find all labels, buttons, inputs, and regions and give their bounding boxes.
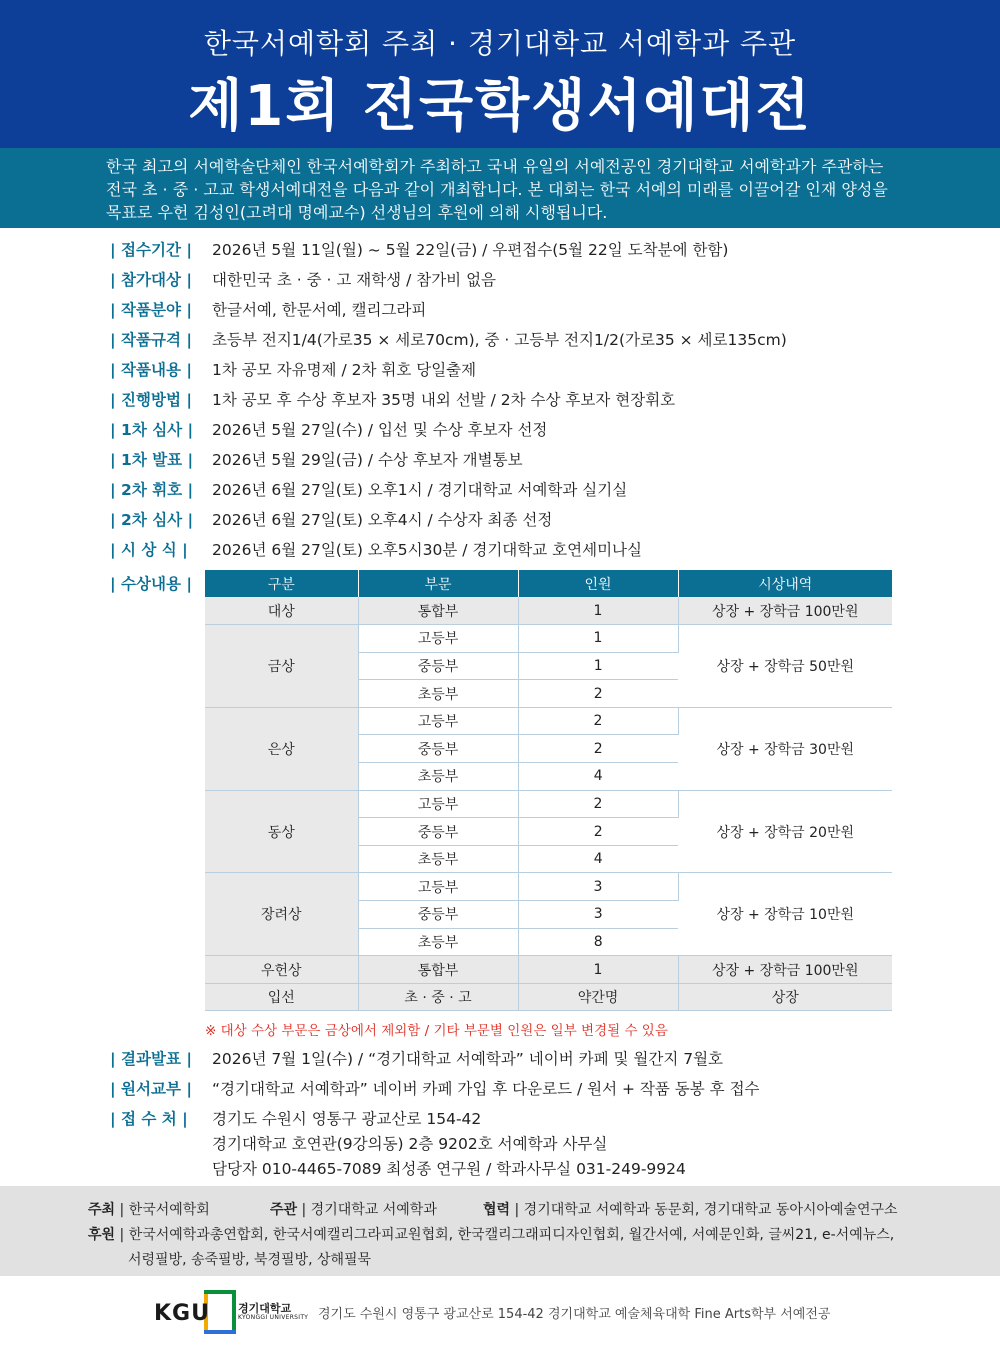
footer-address: 경기도 수원시 영통구 광교산로 154-42 경기대학교 예술체육대학 Fine Arts학부 서예전공	[318, 1307, 831, 1322]
info-label: | 1차 심사 |	[110, 421, 194, 439]
count-cell: 1	[518, 956, 678, 984]
grade-cell: 입선	[205, 983, 358, 1011]
info-row	[0, 474, 1000, 504]
intro-line: 목표로 우헌 김성인(고려대 명예교수) 선생님의 후원에 의해 시행됩니다.	[106, 203, 608, 222]
grade-cell: 금상	[205, 625, 358, 708]
address-line: 경기대학교 호연관(9강의동) 2층 9202호 서예학과 사무실	[212, 1135, 608, 1153]
table-row	[205, 790, 892, 818]
info-row	[0, 414, 1000, 444]
info-value: “경기대학교 서예학과” 네이버 카페 가입 후 다운로드 / 원서 + 작품 동봉 후 접수	[212, 1080, 760, 1098]
count-cell: 2	[518, 680, 678, 708]
cooperation-label: 협력	[483, 1202, 511, 1218]
awards-label: | 수상내용 |	[110, 575, 193, 593]
table-row	[205, 707, 892, 735]
intro-line: 한국 최고의 서예학술단체인 한국서예학회가 주최하고 국내 유일의 서예전공인 경기대학교 서예학과가 주관하는	[106, 157, 884, 176]
division-cell: 초등부	[358, 845, 518, 873]
table-row	[205, 625, 892, 653]
column-header: 시상내역	[678, 570, 892, 597]
kgu-logo-text: KGU	[154, 1301, 210, 1326]
info-row	[0, 1103, 1000, 1133]
host-text: | 한국서예학회	[119, 1202, 210, 1218]
division-cell: 고등부	[358, 707, 518, 735]
info-value: 한글서예, 한문서예, 캘리그라피	[212, 301, 427, 319]
host-label: 주최	[88, 1202, 116, 1218]
division-cell: 중등부	[358, 735, 518, 763]
info-value: 1차 공모 자유명제 / 2차 휘호 당일출제	[212, 361, 477, 379]
table-row	[205, 597, 892, 625]
count-cell: 2	[518, 790, 678, 818]
division-cell: 중등부	[358, 818, 518, 846]
info-value: 초등부 전지1/4(가로35 × 세로70cm), 중 · 고등부 전지1/2(가로35 × 세로135cm)	[212, 331, 787, 349]
info-label: | 원서교부 |	[110, 1080, 193, 1098]
info-label: | 2차 휘호 |	[110, 481, 194, 499]
organizer-text: | 경기대학교 서예학과	[301, 1202, 437, 1218]
info-label: | 작품분야 |	[110, 301, 193, 319]
prize-cell: 상장 + 장학금 20만원	[678, 790, 892, 873]
info-value: 1차 공모 후 수상 후보자 35명 내외 선발 / 2차 수상 후보자 현장휘호	[212, 391, 676, 409]
organizer-row	[270, 1199, 437, 1219]
division-cell: 초 · 중 · 고	[358, 983, 518, 1011]
university-name-english: KYONGGI UNIVERSITY	[238, 1314, 309, 1321]
count-cell: 2	[518, 735, 678, 763]
host-row	[88, 1199, 210, 1219]
address-line: 담당자 010-4465-7089 최성종 연구원 / 학과사무실 031-249-9924	[212, 1160, 686, 1178]
info-value: 대한민국 초 · 중 · 고 재학생 / 참가비 없음	[212, 271, 497, 289]
support-text: | 한국서예학과총연합회, 한국서예캘리그라피교원협회, 한국캘리그래피디자인협회, 월간서예, 서예문인화, 글씨21, e-서예뉴스,	[119, 1227, 895, 1243]
info-row	[0, 294, 1000, 324]
awards-note: ※ 대상 수상 부문은 금상에서 제외함 / 기타 부문별 인원은 일부 변경될 수 있음	[205, 1023, 668, 1039]
info-label: | 2차 심사 |	[110, 511, 194, 529]
support-row	[88, 1224, 894, 1244]
count-cell: 4	[518, 763, 678, 791]
division-cell: 통합부	[358, 597, 518, 625]
info-value: 2026년 6월 27일(토) 오후1시 / 경기대학교 서예학과 실기실	[212, 481, 628, 499]
prize-cell: 상장	[678, 983, 892, 1011]
prize-cell: 상장 + 장학금 30만원	[678, 707, 892, 790]
sponsor-band	[0, 1186, 1000, 1276]
count-cell: 2	[518, 707, 678, 735]
address-line: 경기도 수원시 영통구 광교산로 154-42	[212, 1110, 482, 1128]
cooperation-row	[483, 1199, 898, 1219]
page-subtitle: 한국서예학회 주최 · 경기대학교 서예학과 주관	[203, 27, 797, 60]
info-label: | 접수기간 |	[110, 241, 193, 259]
info-row	[0, 324, 1000, 354]
info-row	[0, 264, 1000, 294]
info-row	[0, 444, 1000, 474]
prize-cell: 상장 + 장학금 100만원	[678, 956, 892, 984]
count-cell: 2	[518, 818, 678, 846]
column-header: 부문	[358, 570, 518, 597]
address-label: | 접 수 처 |	[110, 1110, 188, 1128]
division-cell: 초등부	[358, 763, 518, 791]
awards-table	[205, 570, 892, 1011]
page-header	[0, 0, 1000, 148]
university-name: 경기대학교	[238, 1302, 292, 1315]
division-cell: 중등부	[358, 901, 518, 929]
division-cell: 고등부	[358, 790, 518, 818]
division-cell: 중등부	[358, 652, 518, 680]
info-row	[0, 1043, 1000, 1073]
info-label: | 1차 발표 |	[110, 451, 194, 469]
support-label: 후원	[88, 1227, 116, 1243]
info-label: | 진행방법 |	[110, 391, 193, 409]
count-cell: 1	[518, 597, 678, 625]
intro-line: 전국 초 · 중 · 고교 학생서예대전을 다음과 같이 개최합니다. 본 대회는 한국 서예의 미래를 이끌어갈 인재 양성을	[106, 180, 888, 199]
count-cell: 4	[518, 845, 678, 873]
count-cell: 약간명	[518, 983, 678, 1011]
page-title: 제1회 전국학생서예대전	[188, 74, 812, 139]
grade-cell: 대상	[205, 597, 358, 625]
division-cell: 통합부	[358, 956, 518, 984]
info-label: | 결과발표 |	[110, 1050, 193, 1068]
division-cell: 초등부	[358, 680, 518, 708]
division-cell: 고등부	[358, 873, 518, 901]
info-row	[0, 234, 1000, 264]
info-row	[0, 504, 1000, 534]
grade-cell: 우헌상	[205, 956, 358, 984]
intro-text	[0, 148, 1000, 228]
info-label: | 참가대상 |	[110, 271, 193, 289]
info-label: | 작품내용 |	[110, 361, 193, 379]
prize-cell: 상장 + 장학금 50만원	[678, 625, 892, 708]
division-cell: 초등부	[358, 928, 518, 956]
info-value: 2026년 7월 1일(수) / “경기대학교 서예학과” 네이버 카페 및 월간지 7월호	[212, 1050, 724, 1068]
table-row	[205, 983, 892, 1011]
grade-cell: 동상	[205, 790, 358, 873]
table-header-row	[205, 570, 892, 597]
grade-cell: 은상	[205, 707, 358, 790]
info-row	[0, 354, 1000, 384]
count-cell: 8	[518, 928, 678, 956]
info-label: | 시 상 식 |	[110, 541, 188, 559]
info-value: 2026년 5월 27일(수) / 입선 및 수상 후보자 선정	[212, 421, 548, 439]
info-label: | 작품규격 |	[110, 331, 193, 349]
support-row-2: 서령필방, 송죽필방, 북경필방, 상해필묵	[128, 1252, 372, 1268]
info-row	[0, 534, 1000, 564]
cooperation-text: | 경기대학교 서예학과 동문회, 경기대학교 동아시아예술연구소	[514, 1202, 898, 1218]
info-value: 2026년 6월 27일(토) 오후5시30분 / 경기대학교 호연세미나실	[212, 541, 642, 559]
count-cell: 3	[518, 873, 678, 901]
info-value: 2026년 5월 11일(월) ~ 5월 22일(금) / 우편접수(5월 22일 도착분에 한함)	[212, 241, 729, 259]
division-cell: 고등부	[358, 625, 518, 653]
column-header: 구분	[205, 570, 358, 597]
count-cell: 1	[518, 625, 678, 653]
organizer-label: 주관	[270, 1202, 298, 1218]
prize-cell: 상장 + 장학금 10만원	[678, 873, 892, 956]
info-row	[0, 1073, 1000, 1103]
table-row	[205, 873, 892, 901]
info-row	[0, 384, 1000, 414]
table-row	[205, 956, 892, 984]
column-header: 인원	[518, 570, 678, 597]
info-value: 2026년 5월 29일(금) / 수상 후보자 개별통보	[212, 451, 523, 469]
prize-cell: 상장 + 장학금 100만원	[678, 597, 892, 625]
count-cell: 3	[518, 901, 678, 929]
info-value: 2026년 6월 27일(토) 오후4시 / 수상자 최종 선정	[212, 511, 553, 529]
grade-cell: 장려상	[205, 873, 358, 956]
count-cell: 1	[518, 652, 678, 680]
